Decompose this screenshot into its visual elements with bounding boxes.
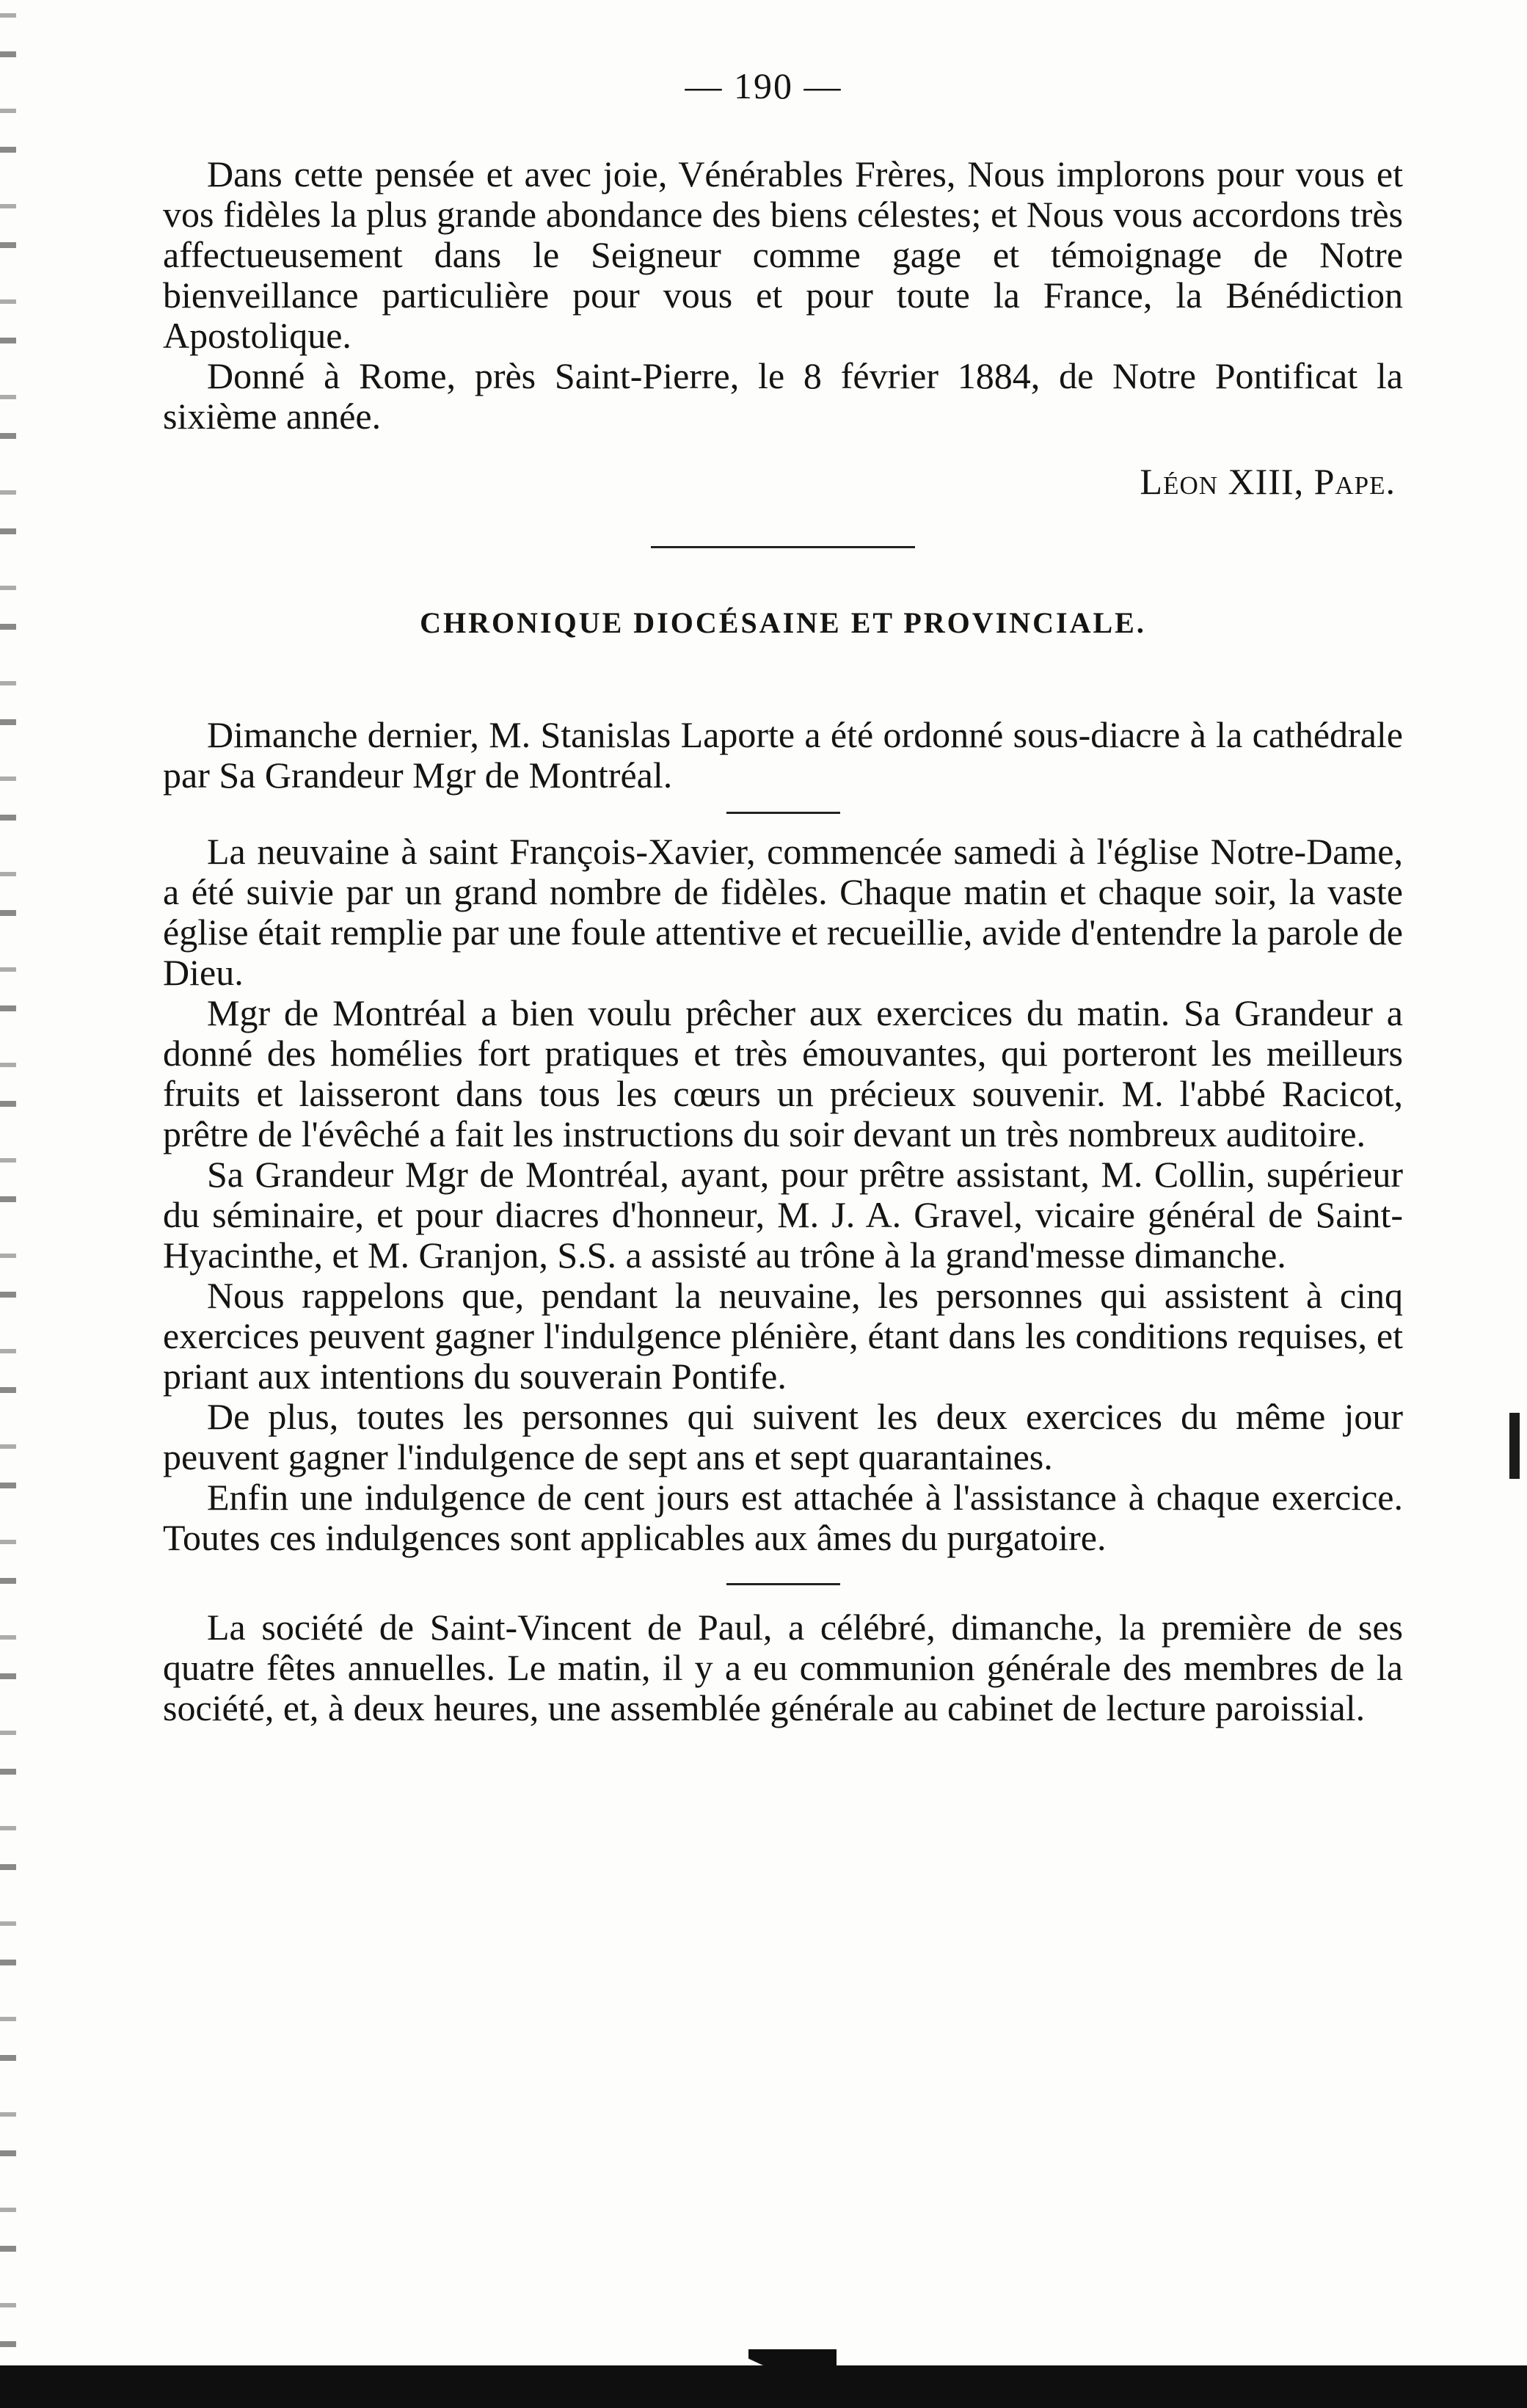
encyclical-closing-paragraph: Dans cette pensée et avec joie, Vénérables Frères, Nous implorons pour vous et vos fidèles la plus grande abondance des biens célestes; et Nous vous accordons très affectueusement dans le Seigneur comme gage et témoignage de Notre bienveillance particulière pour vous et pour toute la France, la Bénédiction Apostolique. [163,153,1403,356]
chronicle-item-2-paragraph: Nous rappelons que, pendant la neuvaine, les personnes qui assistent à cinq exercices peuvent gagner l'indulgence plénière, étant dans les conditions requises, et priant aux intentions du souverain Pontife. [163,1275,1403,1397]
section-divider [651,546,915,548]
chronicle-item-3-paragraph: La société de Saint-Vincent de Paul, a célébré, dimanche, la première de ses quatre fêtes annuelles. Le matin, il y a eu communion générale des membres de la société, et, à deux heures, une assemblée générale au cabinet de lecture paroissial. [163,1607,1403,1728]
encyclical-dateline: Donné à Rome, près Saint-Pierre, le 8 février 1884, de Notre Pontificat la sixième année. [163,355,1403,437]
scan-bottom-notch [748,2349,837,2401]
page-number: — 190 — [685,65,842,106]
item-divider [726,812,840,814]
chronicle-item-2-paragraph: De plus, toutes les personnes qui suivent les deux exercices du même jour peuvent gagner l'indulgence de sept ans et sept quarantaines. [163,1396,1403,1477]
chronicle-item-1-paragraph: Dimanche dernier, M. Stanislas Laporte a été ordonné sous-diacre à la cathédrale par Sa Grandeur Mgr de Montréal. [163,714,1403,796]
text-column [163,154,1403,1728]
chronicle-item-2-paragraph: Enfin une indulgence de cent jours est attachée à l'assistance à chaque exercice. Toutes ces indulgences sont applicables aux âmes du purgatoire. [163,1477,1403,1558]
chronicle-item-2-paragraph: La neuvaine à saint François-Xavier, commencée samedi à l'église Notre-Dame, a été suivie par un grand nombre de fidèles. Chaque matin et chaque soir, la vaste église était remplie par une foule attentive et recueillie, avide d'entendre la parole de Dieu. [163,831,1403,993]
encyclical-signature: Léon XIII, Pape. [1140,461,1396,502]
scan-left-edge [0,0,16,2408]
item-divider [726,1583,840,1585]
chronicle-item-2-paragraph: Mgr de Montréal a bien voulu prêcher aux exercices du matin. Sa Grandeur a donné des homélies fort pratiques et très émouvantes, qui porteront les meilleurs fruits et laisseront dans tous les cœurs un précieux souvenir. M. l'abbé Racicot, prêtre de l'évêché a fait les instructions du soir devant un très nombreux auditoire. [163,992,1403,1154]
chronicle-heading: CHRONIQUE DIOCÉSAINE ET PROVINCIALE. [420,606,1146,639]
scan-right-mark [1509,1413,1520,1479]
chronicle-item-2-paragraph: Sa Grandeur Mgr de Montréal, ayant, pour prêtre assistant, M. Collin, supérieur du séminaire, et pour diacres d'honneur, M. J. A. Gravel, vicaire général de Saint-Hyacinthe, et M. Granjon, S.S. a assisté au trône à la grand'messe dimanche. [163,1154,1403,1276]
